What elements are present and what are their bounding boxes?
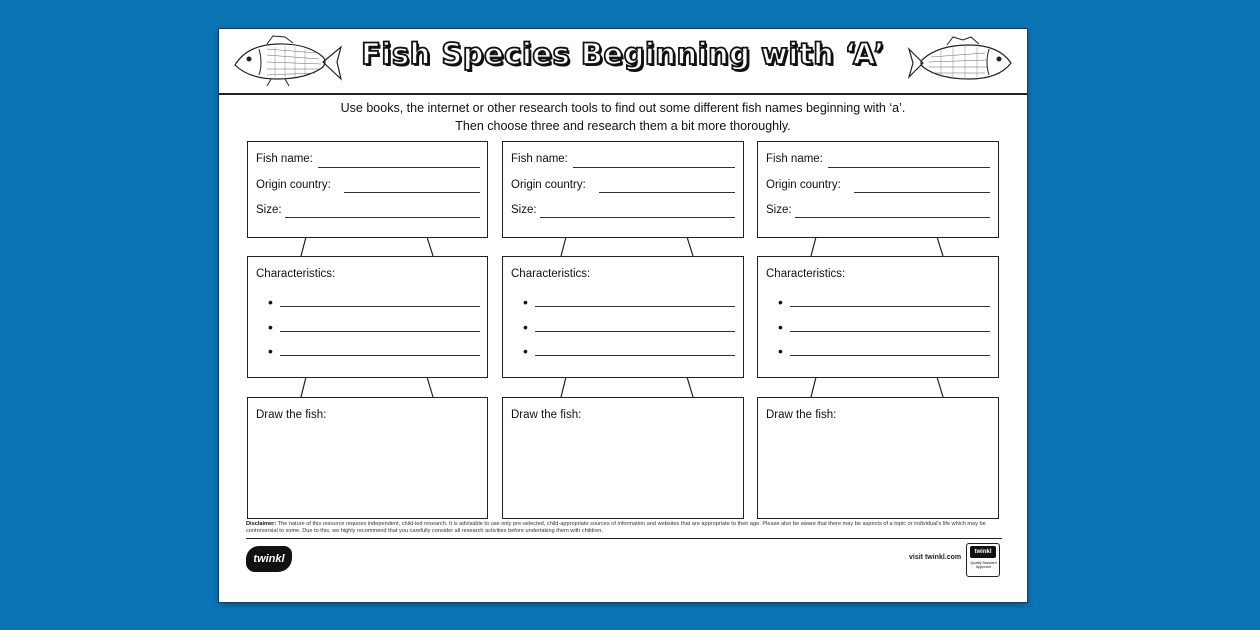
size-label: Size: [511, 204, 537, 216]
fish-name-answer-line[interactable] [318, 167, 480, 168]
instructions-line-1: Use books, the internet or other research tools to find out some different fish names beginning with ‘a’. [340, 101, 906, 115]
visit-link[interactable]: visit twinkl.com [909, 554, 962, 561]
worksheet [219, 29, 1027, 602]
instructions-line-2: Then choose three and research them a bit more thoroughly. [455, 119, 791, 133]
characteristic-answer-line-2[interactable] [790, 331, 990, 332]
bullet-3: • [523, 343, 528, 359]
characteristic-answer-line-3[interactable] [280, 355, 480, 356]
characteristics-box-2 [502, 256, 744, 378]
characteristic-answer-line-3[interactable] [790, 355, 990, 356]
fish-name-label: Fish name: [256, 153, 313, 165]
bullet-2: • [523, 319, 528, 335]
characteristics-box-1 [247, 256, 488, 378]
size-answer-line[interactable] [795, 217, 990, 218]
bullet-3: • [778, 343, 783, 359]
characteristic-answer-line-3[interactable] [535, 355, 735, 356]
size-label: Size: [766, 204, 792, 216]
disclaimer-label: Disclaimer: [246, 521, 277, 527]
fish-info-box-3 [757, 141, 999, 238]
twinkl-logo[interactable]: twinkl [246, 546, 292, 572]
quality-badge-icon [966, 543, 1000, 577]
origin-country-label: Origin country: [766, 179, 841, 191]
drawing-box-3[interactable] [757, 397, 999, 519]
fish-info-box-1 [247, 141, 488, 238]
bullet-2: • [778, 319, 783, 335]
characteristic-answer-line-2[interactable] [535, 331, 735, 332]
drawing-box-1[interactable] [247, 397, 488, 519]
bullet-1: • [523, 294, 528, 310]
characteristics-label: Characteristics: [766, 268, 846, 280]
fish-name-label: Fish name: [511, 153, 568, 165]
draw-label: Draw the fish: [766, 409, 837, 421]
draw-label: Draw the fish: [256, 409, 327, 421]
characteristics-box-3 [757, 256, 999, 378]
disclaimer [246, 521, 1002, 535]
disclaimer-text: The nature of this resource requires independent, child-led research. It is advisable to use only pre-selected, child-appropriate sources of information and websites that are appropriate to their age. Please also be aware that there may be aspects of a topic or individual's life which may be controversial to some. Due to this, we highly recommend that you carefully consider all research activities before undertaking them with children. [246, 521, 986, 534]
characteristics-label: Characteristics: [256, 268, 336, 280]
origin-country-label: Origin country: [511, 179, 586, 191]
characteristics-label: Characteristics: [511, 268, 591, 280]
draw-label: Draw the fish: [511, 409, 582, 421]
bullet-3: • [268, 343, 273, 359]
footer-divider [246, 538, 1002, 539]
fish-name-answer-line[interactable] [573, 167, 735, 168]
characteristic-answer-line-1[interactable] [280, 306, 480, 307]
drawing-box-2[interactable] [502, 397, 744, 519]
fish-name-answer-line[interactable] [828, 167, 990, 168]
badge-logo: twinkl [970, 546, 996, 558]
page-title: Fish Species Beginning with ‘A’ [361, 37, 885, 71]
origin-country-answer-line[interactable] [854, 192, 990, 193]
fish-info-box-2 [502, 141, 744, 238]
origin-country-label: Origin country: [256, 179, 331, 191]
characteristic-answer-line-1[interactable] [790, 306, 990, 307]
size-answer-line[interactable] [285, 217, 480, 218]
bullet-2: • [268, 319, 273, 335]
origin-country-answer-line[interactable] [344, 192, 480, 193]
characteristic-answer-line-1[interactable] [535, 306, 735, 307]
bullet-1: • [268, 294, 273, 310]
bullet-1: • [778, 294, 783, 310]
size-answer-line[interactable] [540, 217, 735, 218]
size-label: Size: [256, 204, 282, 216]
badge-text: Quality Standard Approved [970, 561, 997, 569]
fish-name-label: Fish name: [766, 153, 823, 165]
origin-country-answer-line[interactable] [599, 192, 735, 193]
characteristic-answer-line-2[interactable] [280, 331, 480, 332]
